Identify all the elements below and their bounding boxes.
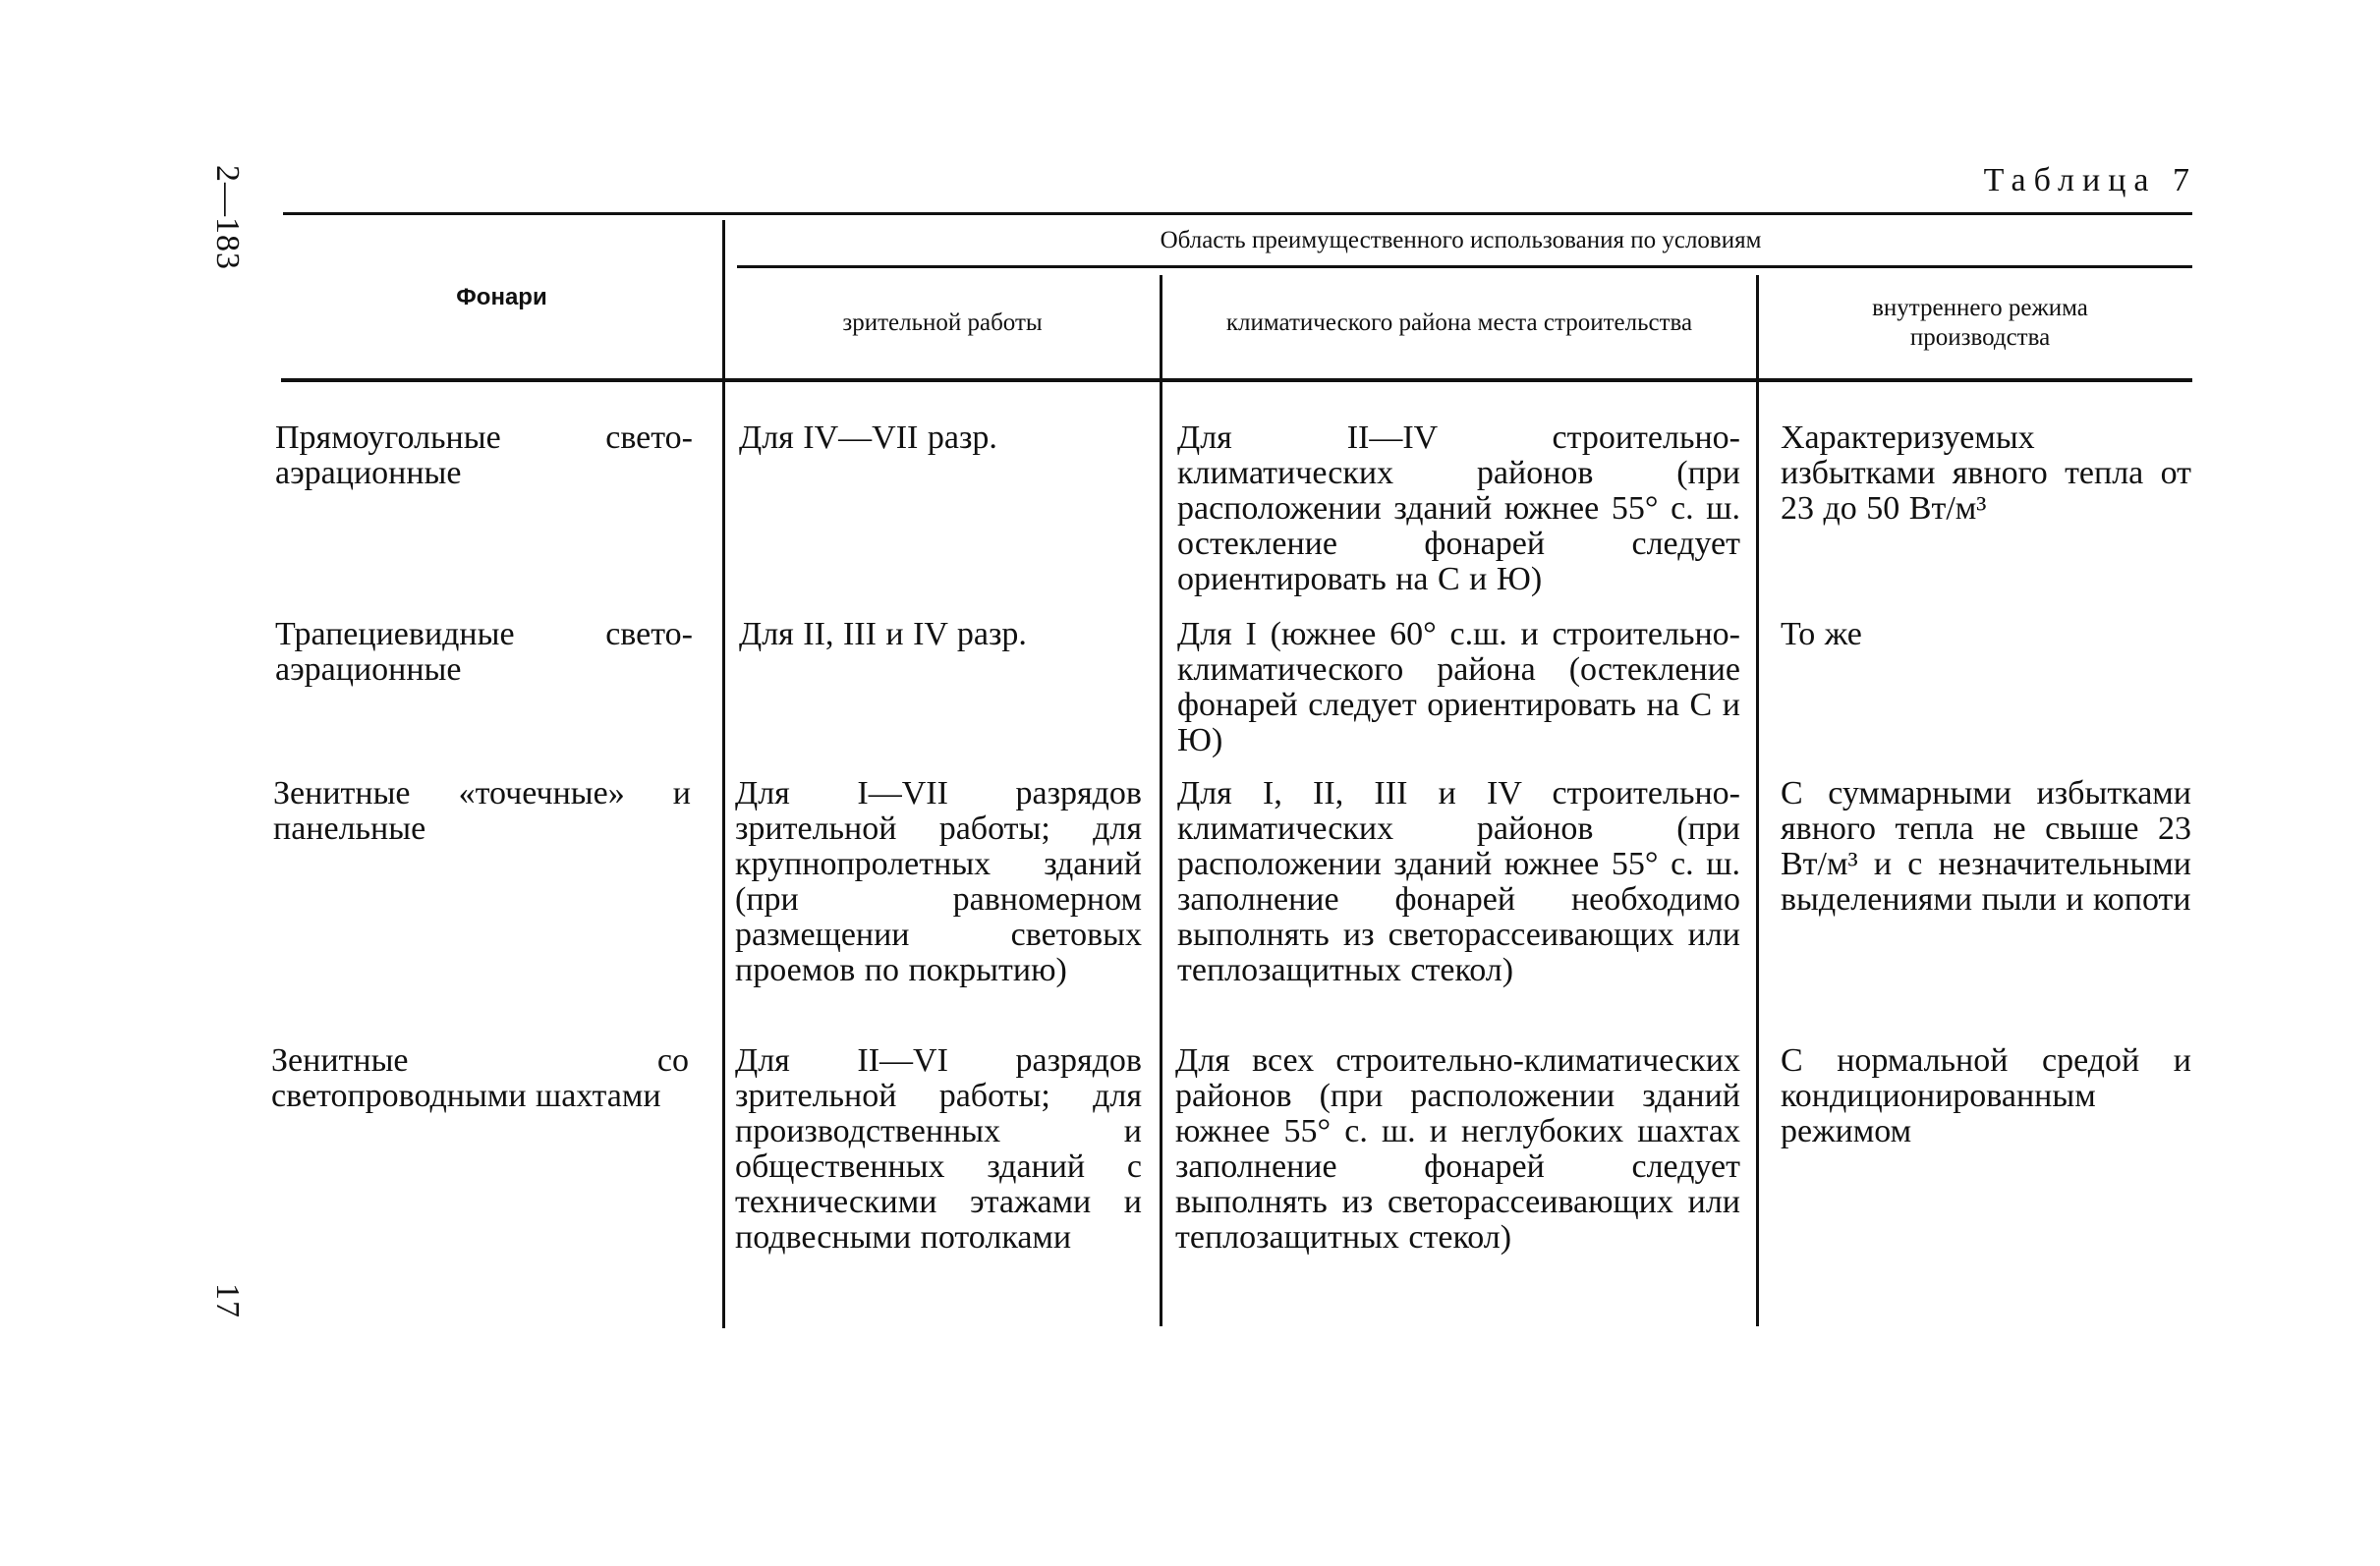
header-bottom-rule	[281, 378, 2192, 382]
table-cell-fonari: Трапециевидные свето-аэрационные	[275, 616, 693, 688]
table-cell-internal: То же	[1781, 616, 1862, 652]
table-cell-internal: С нормальной средой и кондиционированным режимом	[1781, 1042, 2191, 1149]
header-visual: зрительной работы	[842, 309, 1043, 336]
table-cell-fonari: Прямоугольные свето-аэрационные	[275, 419, 693, 491]
table-cell-climate: Для I, II, III и IV строительно-климатических районов (при расположении зданий южнее 55° с. ш. заполнение фонарей необходимо выполнять из светорассеивающих или теплозащитных стекол)	[1177, 775, 1740, 988]
page-number-bottom: 17	[209, 1283, 246, 1318]
table-cell-internal: С суммарными избытками явного тепла не свыше 23 Вт/м³ и с незначительными выделениями пыли и копоти	[1781, 775, 2191, 918]
header-fonari: Фонари	[456, 284, 547, 310]
table-cell-internal: Характеризуемых избытками явного тепла от 23 до 50 Вт/м³	[1781, 419, 2191, 527]
page-number-top: 2—183	[209, 165, 246, 270]
header-climate: климатического района места строительства	[1225, 309, 1693, 336]
table-cell-climate: Для I (южнее 60° с.ш. и строительно-климатического района (остекление фонарей следует ориентировать на С и Ю)	[1177, 616, 1740, 758]
header-group: Область преимущественного использования по условиям	[1160, 227, 1762, 253]
table-cell-visual: Для II—VI разрядов зрительной работы; для производственных и общественных зданий с техническими этажами и подвесными потолками	[735, 1042, 1142, 1256]
table-cell-climate: Для II—IV строительно-климатических районов (при расположении зданий южнее 55° с. ш. остекление фонарей следует ориентировать на С и Ю)	[1177, 419, 1740, 597]
table-cell-fonari: Зенитные «точечные» и панельные	[273, 775, 691, 847]
table-cell-visual: Для I—VII разрядов зрительной работы; для крупнопролетных зданий (при равномерном размещении световых проемов по покрытию)	[735, 775, 1142, 988]
column-divider-1	[722, 220, 725, 1328]
column-divider-2	[1160, 275, 1162, 1326]
table-title: Таблица 7	[1983, 162, 2197, 198]
table-cell-climate: Для всех строительно-климатических районов (при расположении зданий южнее 55° с. ш. и неглубоких шахтах заполнение фонарей следует выполнять из светорассеивающих или теплозащитных стекол)	[1175, 1042, 1740, 1256]
table-cell-visual: Для IV—VII разр.	[739, 419, 997, 456]
column-divider-3	[1756, 275, 1759, 1326]
header-internal: внутреннего режима производства	[1872, 295, 2088, 351]
subheader-rule	[737, 265, 2192, 268]
table-cell-visual: Для II, III и IV разр.	[739, 616, 1027, 652]
table-top-rule	[283, 212, 2192, 215]
table-cell-fonari: Зенитные со светопроводными шахтами	[271, 1042, 689, 1114]
